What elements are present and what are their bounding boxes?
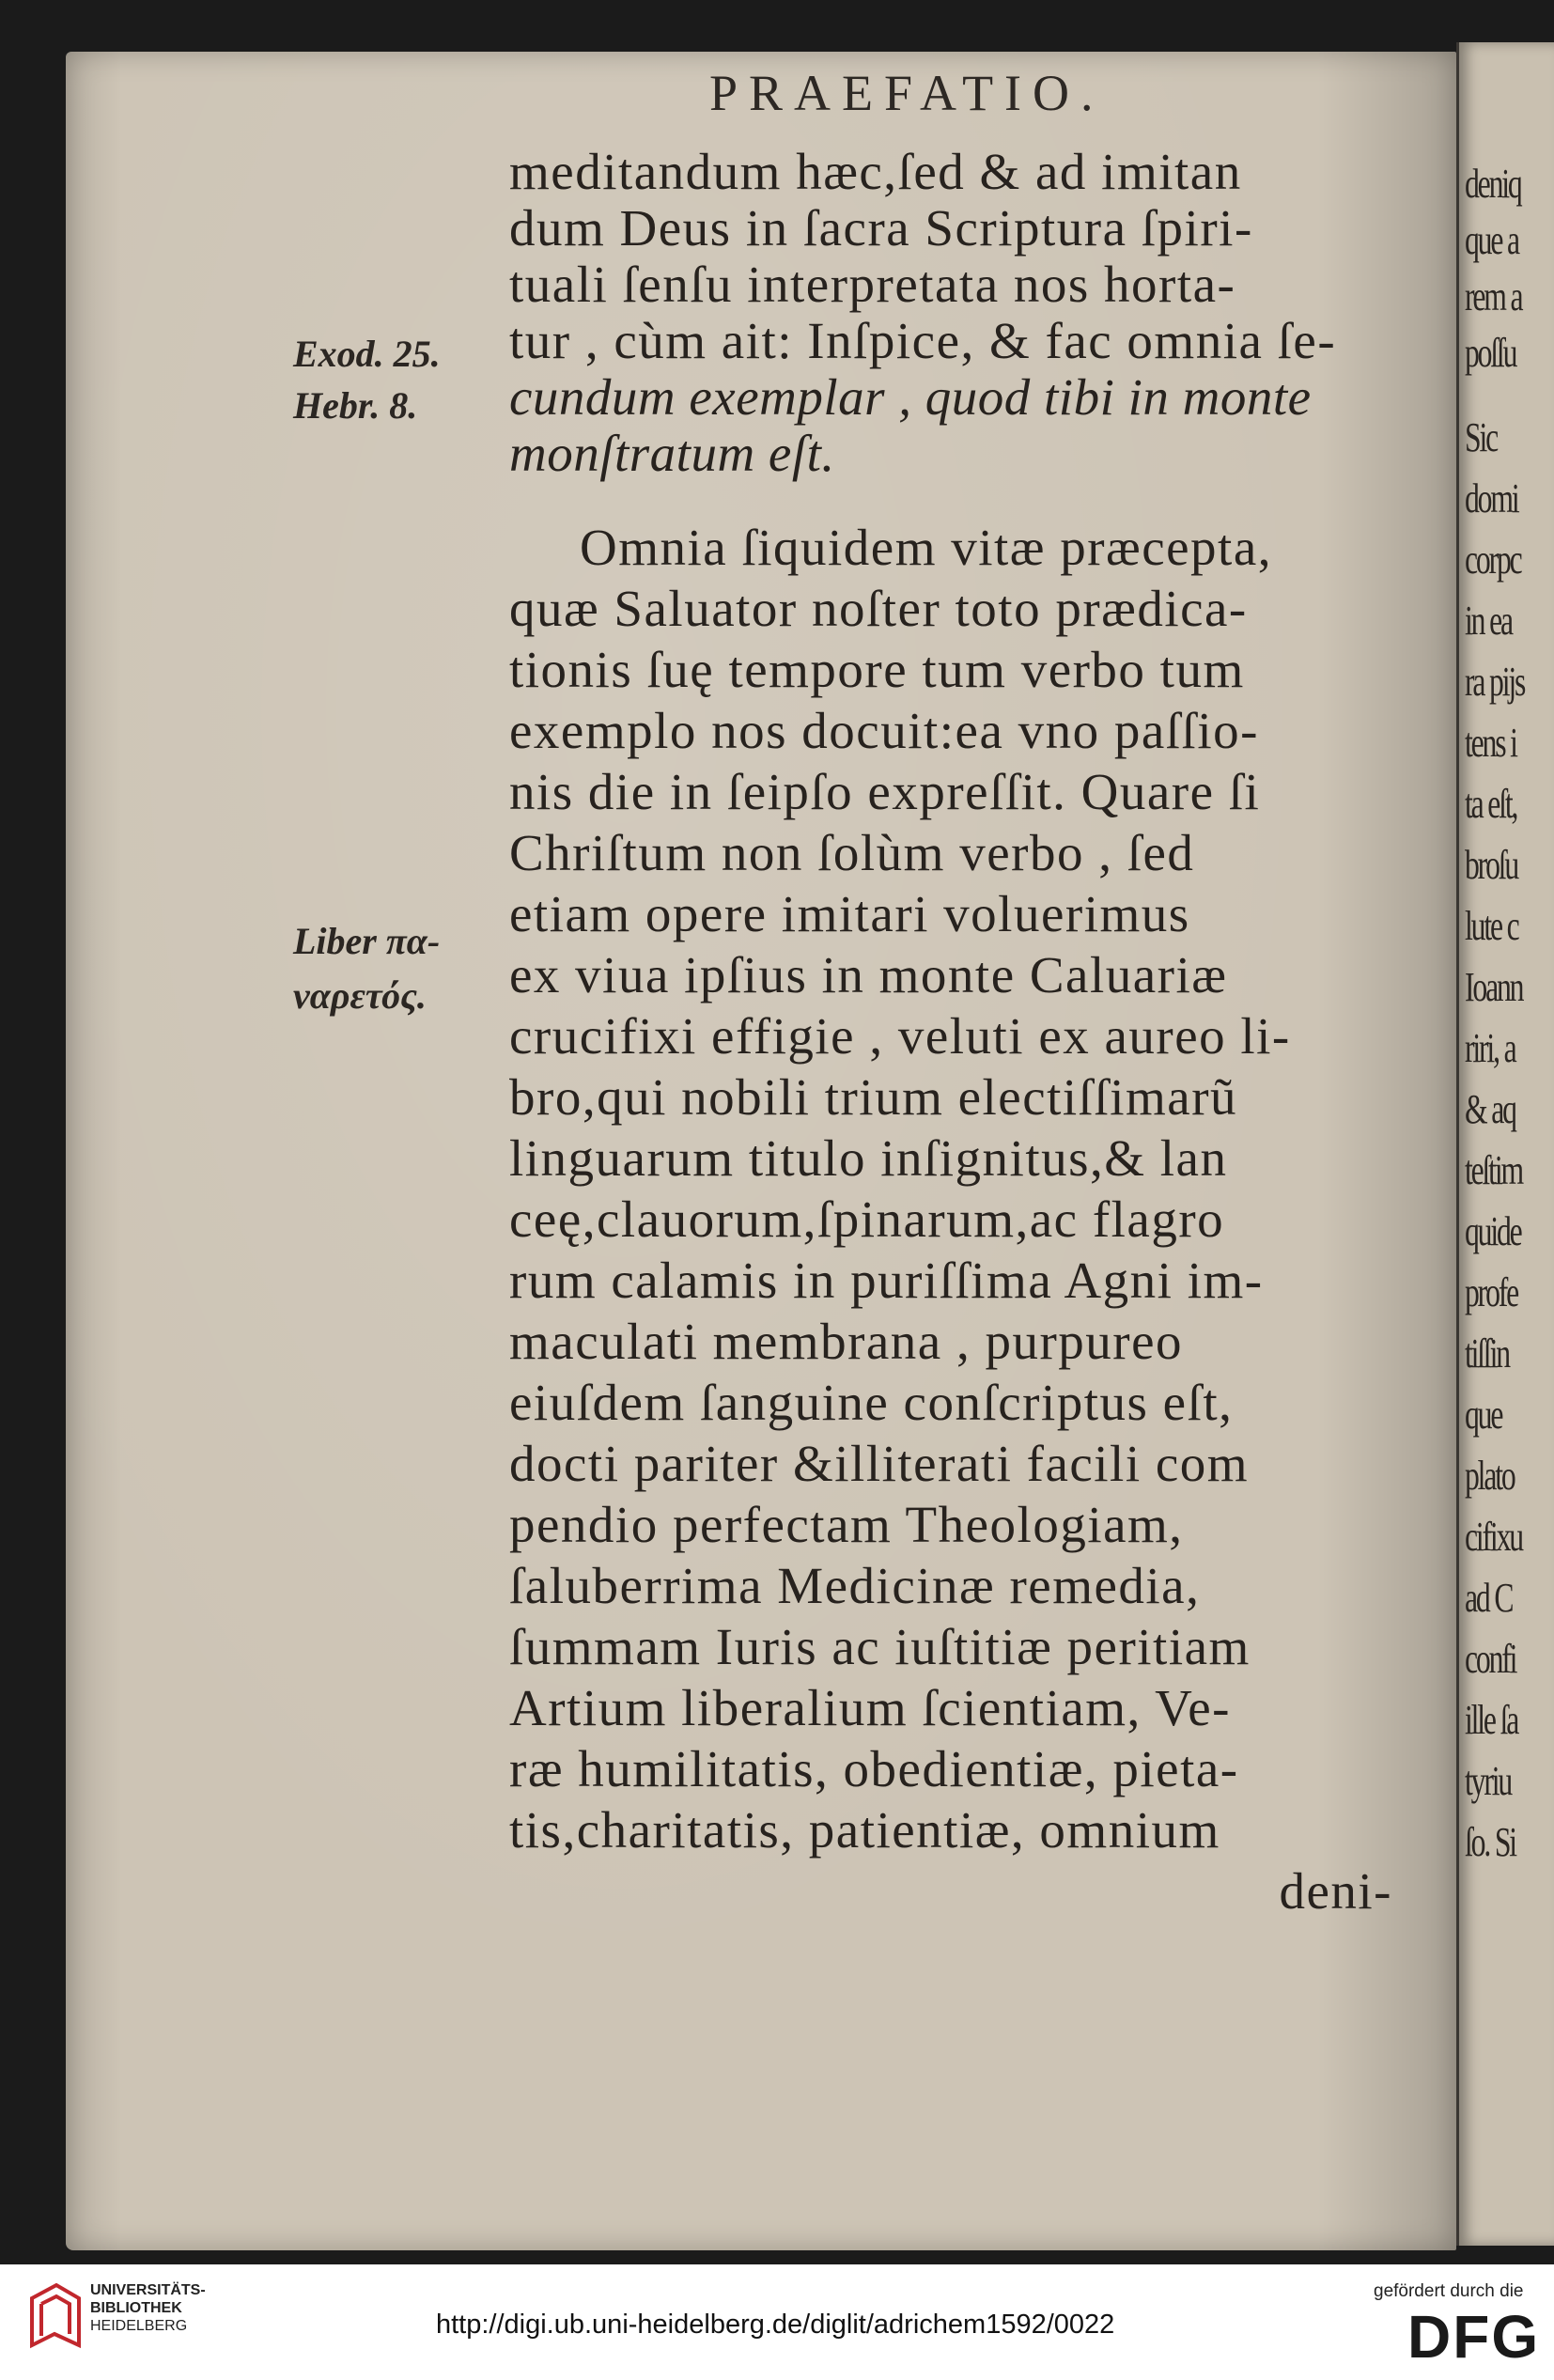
adjacent-page-line: poſſu [1465, 330, 1516, 376]
adjacent-page-line: ad C [1465, 1575, 1513, 1621]
adjacent-page-line: teſtim [1465, 1147, 1522, 1193]
funding-text: gefördert durch die [1374, 2281, 1524, 2301]
text-line: quæ Saluator noſter toto prædica- [509, 580, 1248, 637]
text-line: docti pariter &illiterati facili com [509, 1435, 1250, 1492]
adjacent-page-line: corpc [1465, 537, 1521, 583]
library-name-line: HEIDELBERG [90, 2318, 188, 2334]
adjacent-page-strip [1456, 42, 1554, 2246]
adjacent-page-line: & aq [1465, 1086, 1515, 1132]
catchword: deni- [1279, 1862, 1392, 1920]
text-line: meditandum hæc,ſed & ad imitan [509, 143, 1242, 200]
marginal-note: Liber πα- [293, 920, 441, 962]
text-line: etiam opere imitari voluerimus [509, 885, 1190, 942]
adjacent-page-line: domi [1465, 475, 1518, 521]
text-line: pendio perfectam Theologiam, [509, 1496, 1184, 1553]
text-line: tis,charitatis, patientiæ, omnium [509, 1801, 1220, 1859]
text-line: ex viua ipſius in monte Caluariæ [509, 946, 1228, 1003]
adjacent-page-line: profe [1465, 1269, 1518, 1315]
marginal-note: ναρετός. [293, 974, 427, 1017]
library-name [90, 2281, 206, 2335]
text-line: tur , cùm ait: Inſpice, & fac omnia ſe- [509, 312, 1337, 369]
running-head: PRAEFATIO. [709, 65, 1105, 121]
dfg-logo: DFG [1407, 2303, 1541, 2371]
adjacent-page-line: deniq [1465, 161, 1521, 207]
text-line: nis die in ſeipſo expreſſit. Quare ſi [509, 763, 1261, 820]
adjacent-page-line: ſo. Si [1465, 1819, 1515, 1865]
adjacent-page-line: cifixu [1465, 1514, 1522, 1560]
permalink-url[interactable]: http://digi.ub.uni-heidelberg.de/diglit/adrichem1592/0022 [436, 2310, 1115, 2340]
adjacent-page-line: in ea [1465, 598, 1512, 644]
library-name-line: BIBLIOTHEK [90, 2300, 182, 2316]
adjacent-page-line: que a [1465, 217, 1518, 263]
text-line: ſummam Iuris ac iuſtitiæ peritiam [509, 1618, 1251, 1675]
adjacent-page-line: ra pijs [1465, 659, 1525, 705]
text-line: linguarum titulo inſignitus,& lan [509, 1129, 1228, 1187]
text-line: eiuſdem ſanguine conſcriptus eſt, [509, 1374, 1234, 1431]
adjacent-page-line: broſu [1465, 842, 1518, 888]
text-line: monſtratum eſt. [509, 425, 835, 482]
text-line: ræ humilitatis, obedientiæ, pieta- [509, 1740, 1239, 1797]
adjacent-page-line: tyriu [1465, 1758, 1512, 1804]
adjacent-page-line: ta eſt, [1465, 781, 1517, 827]
text-line: rum calamis in puriſſima Agni im- [509, 1252, 1264, 1309]
adjacent-page-line: riri, a [1465, 1025, 1515, 1071]
text-line: Artium liberalium ſcientiam, Ve- [509, 1679, 1231, 1736]
text-line: Chriſtum non ſolùm verbo , ſed [509, 824, 1195, 881]
adjacent-page-line: quide [1465, 1208, 1521, 1254]
text-line: ceę,clauorum,ſpinarum,ac flagro [509, 1190, 1225, 1248]
adjacent-page-line: tens i [1465, 720, 1516, 766]
text-line: Omnia ſiquidem vitæ præcepta, [580, 519, 1272, 576]
text-line: dum Deus in ſacra Scriptura ſpiri- [509, 199, 1253, 257]
marginal-note: Exod. 25. [293, 333, 441, 375]
adjacent-page-line: que [1465, 1392, 1502, 1438]
adjacent-page-line: tiſſin [1465, 1330, 1509, 1377]
text-line: ſaluberrima Medicinæ remedia, [509, 1557, 1201, 1614]
adjacent-page-line: Sic [1465, 414, 1498, 460]
text-line: tionis ſuę tempore tum verbo tum [509, 641, 1245, 698]
adjacent-page-line: ille ſa [1465, 1697, 1518, 1743]
adjacent-page-line: rem a [1465, 273, 1522, 319]
adjacent-page-line: Ioann [1465, 964, 1523, 1010]
text-line: bro,qui nobili trium electiſſimarũ [509, 1068, 1238, 1126]
text-line: crucifixi effigie , veluti ex aureo li- [509, 1007, 1291, 1065]
text-line: tuali ſenſu interpretata nos horta- [509, 256, 1236, 313]
adjacent-page-line: lute c [1465, 903, 1518, 949]
text-line: exemplo nos docuit:ea vno paſſio- [509, 702, 1259, 759]
marginal-note: Hebr. 8. [293, 384, 418, 427]
library-logo-icon [28, 2279, 83, 2353]
adjacent-page-line: plato [1465, 1453, 1515, 1499]
library-name-line: UNIVERSITÄTS- [90, 2282, 206, 2298]
adjacent-page-line: confi [1465, 1636, 1516, 1682]
text-line: cundum exemplar , quod tibi in monte [509, 368, 1312, 426]
text-line: maculati membrana , purpureo [509, 1313, 1184, 1370]
